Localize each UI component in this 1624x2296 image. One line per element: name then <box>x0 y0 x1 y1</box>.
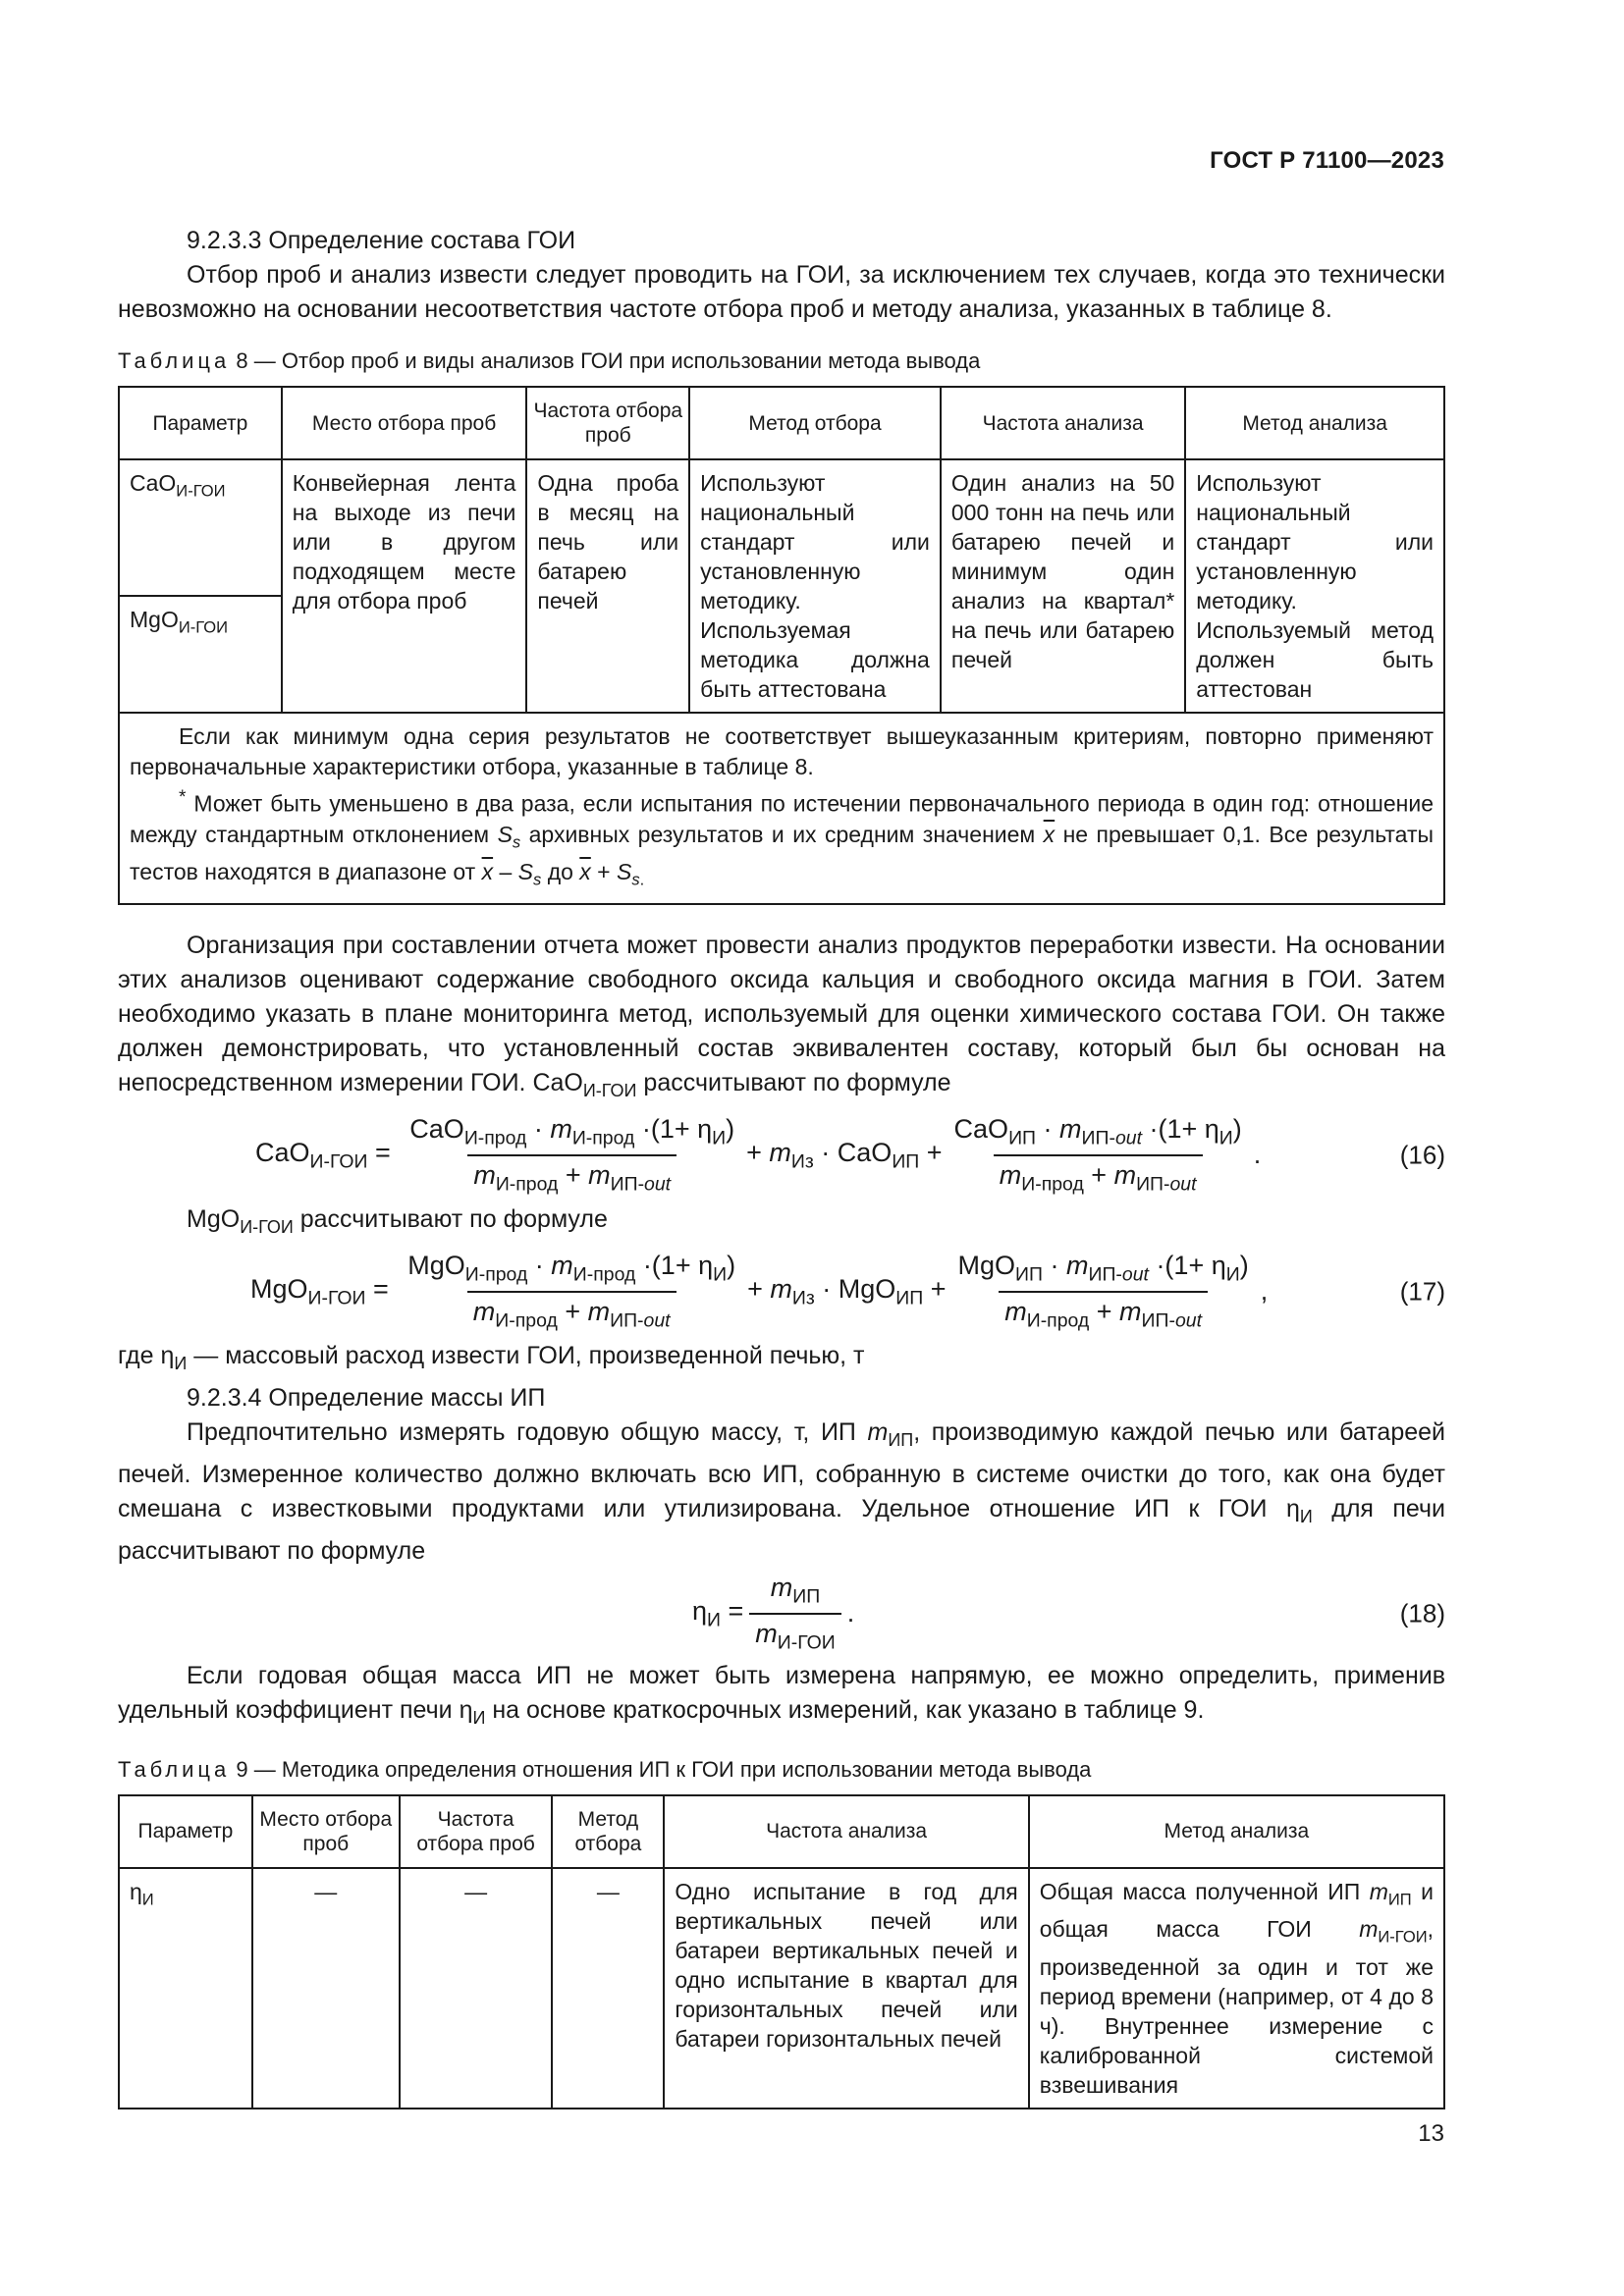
table9-header-param: Параметр <box>119 1795 252 1868</box>
paragraph-if-not-measured: Если годовая общая масса ИП не может быть измерена напрямую, ее можно определить, применив удельный коэффициент печи $\eta_И$ на основе краткосрочных измерений, как указано в таблице 9. <box>118 1661 1445 1728</box>
formula-16-number: (16) <box>1399 1140 1445 1170</box>
table9-analysis-freq-cell: Одно испытание в год для вертикальных печей или батареи вертикальных печей и одно испытание в квартал для горизонтальных печей или батареи горизонтальных печей <box>664 1868 1028 2109</box>
table8-header-method: Метод отбора <box>689 387 941 459</box>
table8-method-cell: Используют национальный стандарт или установленную методику. Используемая методика должна быть аттестована <box>689 459 941 713</box>
formula-17-expression: MgO$_{И-ГОИ}$ = $\frac{MgO_{И-прод} \cdot m_{И-прод} \cdot(1+ \eta_И)}{m_{И-прод} + m_{ИП-out}}$ + $m_{Из} \cdot MgO_{ИП}$ + $\frac{MgO_{ИП} \cdot m_{ИП-out} \cdot(1+ \eta_И)}{m_{И-прод} + m_{ИП-out}}$ , <box>250 1251 1269 1332</box>
table8-param-cao: CaO$_{И-ГОИ}$ <box>119 459 282 596</box>
section-heading-9233: 9.2.3.3 Определение состава ГОИ <box>187 227 576 254</box>
table8-caption-text: 8 — Отбор проб и виды анализов ГОИ при использовании метода вывода <box>236 348 981 373</box>
table8-notes <box>119 713 1444 904</box>
table-row <box>119 1868 1444 2109</box>
table9-header-place: Место отбора проб <box>252 1795 400 1868</box>
table9-method-dash: — <box>552 1868 664 2109</box>
table9 <box>118 1794 1445 2109</box>
table8-note1: Если как минимум одна серия результатов не соответствует вышеуказанным критериям, повторно применяют первоначальные характеристики отбора, указанные в таблице 8. <box>130 723 1434 779</box>
formula-18 <box>118 1569 1445 1659</box>
page-number: 13 <box>1418 2120 1444 2147</box>
table9-param-eta: $\eta_И$ <box>119 1868 252 2109</box>
formula-18-expression: $\eta_И$ = $\frac{m_{ИП}}{m_{И-ГОИ}}$ . <box>692 1573 855 1654</box>
table9-place-dash: — <box>252 1868 400 2109</box>
table8-header-place: Место отбора проб <box>282 387 527 459</box>
paragraph-where: где $\eta_И$ — массовый расход извести ГОИ, произведенной печью, т <box>118 1341 865 1373</box>
table8-param-mgo: MgO$_{И-ГОИ}$ <box>119 596 282 713</box>
section-heading-9234: 9.2.3.4 Определение массы ИП <box>187 1383 546 1412</box>
table9-freq-dash: — <box>400 1868 553 2109</box>
table9-header-analysis-freq: Частота анализа <box>664 1795 1028 1868</box>
formula-17 <box>118 1245 1445 1339</box>
paragraph-organization: Организация при составлении отчета может провести анализ продуктов переработки извести. На основании этих анализов оценивают содержание свободного оксида кальция и свободного оксида магния в ГОИ. Затем необходимо указать в плане мониторинга метод, используемый для оценки химического состава ГОИ. Он также должен демонстрировать, что установленный состав эквивалентен составу, который был бы основан на непосредственном измерении ГОИ. CaO$_{И-ГОИ}$ рассчитывают по формуле <box>118 931 1445 1100</box>
formula-18-number: (18) <box>1399 1598 1445 1629</box>
table8-header-freq: Частота отбора проб <box>526 387 689 459</box>
paragraph-sampling: Отбор проб и анализ извести следует проводить на ГОИ, за исключением тех случаев, когда это технически невозможно на основании несоответствия частоте отбора проб и методу анализа, указанных в таблице 8. <box>118 261 1445 323</box>
paragraph-mgo: MgO$_{И-ГОИ}$ рассчитывают по формуле <box>187 1204 608 1237</box>
table9-caption <box>118 1755 1445 1785</box>
paragraph-ip-mass: Предпочтительно измерять годовую общую массу, т, ИП $m_{ИП}$, производимую каждой печью или батареей печей. Измеренное количество должно включать всю ИП, собранную в системе очистки до того, как она будет смешана с известковыми продуктами или утилизирована. Удельное отношение ИП к ГОИ $\eta_И$ для печи рассчитывают по формуле <box>118 1417 1445 1565</box>
formula-17-number: (17) <box>1399 1276 1445 1307</box>
formula-16 <box>118 1108 1445 1202</box>
table9-header-method: Метод отбора <box>552 1795 664 1868</box>
table8-caption <box>118 347 1445 376</box>
table8-caption-label: Таблица <box>118 348 231 373</box>
table8-header-param: Параметр <box>119 387 282 459</box>
document-standard-header: ГОСТ Р 71100—2023 <box>1210 147 1444 174</box>
table9-caption-label: Таблица <box>118 1756 231 1782</box>
table9-caption-text: 9 — Методика определения отношения ИП к ГОИ при использовании метода вывода <box>236 1756 1092 1782</box>
table8-place-cell: Конвейерная лента на выходе из печи или в другом подходящем месте для отбора проб <box>282 459 527 713</box>
formula-16-expression: CaO$_{И-ГОИ}$ = $\frac{CaO_{И-прод} \cdot m_{И-прод} \cdot(1+ \eta_И)}{m_{И-прод} + m_{ИП-out}}$ + $m_{Из} \cdot CaO_{ИП}$ + $\frac{CaO_{ИП} \cdot m_{ИП-out} \cdot(1+ \eta_И)}{m_{И-прод} + m_{ИП-out}}$ . <box>255 1114 1262 1196</box>
table8 <box>118 386 1445 905</box>
table8-analysis-method-cell: Используют национальный стандарт или установленную методику. Используемый метод должен быть аттестован <box>1185 459 1444 713</box>
table9-header-row <box>119 1795 1444 1868</box>
table8-notes-row <box>119 713 1444 904</box>
table9-header-freq: Частота отбора проб <box>400 1795 553 1868</box>
table8-header-row <box>119 387 1444 459</box>
table9-header-analysis-method: Метод анализа <box>1029 1795 1444 1868</box>
table9-analysis-method-cell: Общая масса полученной ИП $m_{ИП}$ и общая масса ГОИ $m_{И-ГОИ}$, произведенной за один и тот же период времени (например, от 4 до 8 ч). Внутреннее измерение с калиброванной системой взвешивания <box>1029 1868 1444 2109</box>
table8-header-analysis-method: Метод анализа <box>1185 387 1444 459</box>
table-row <box>119 459 1444 596</box>
table8-freq-cell: Одна проба в месяц на печь или батарею печей <box>526 459 689 713</box>
table8-analysis-freq-cell: Один анализ на 50 000 тонн на печь или батарею печей и минимум один анализ на квартал* на печь или батарею печей <box>941 459 1185 713</box>
table8-note2: * Может быть уменьшено в два раза, если испытания по истечении первоначального периода в один год: отношение между стандартным отклонением $S_s$ архивных результатов и их средним значением $\overline{x}$ не превышает 0,1. Все результаты тестов находятся в диапазоне от $\overline{x} - S_s$ до $\overline{x} + S_{s.}$ <box>130 787 1435 889</box>
table8-header-analysis-freq: Частота анализа <box>941 387 1185 459</box>
page-content <box>118 224 1445 2109</box>
